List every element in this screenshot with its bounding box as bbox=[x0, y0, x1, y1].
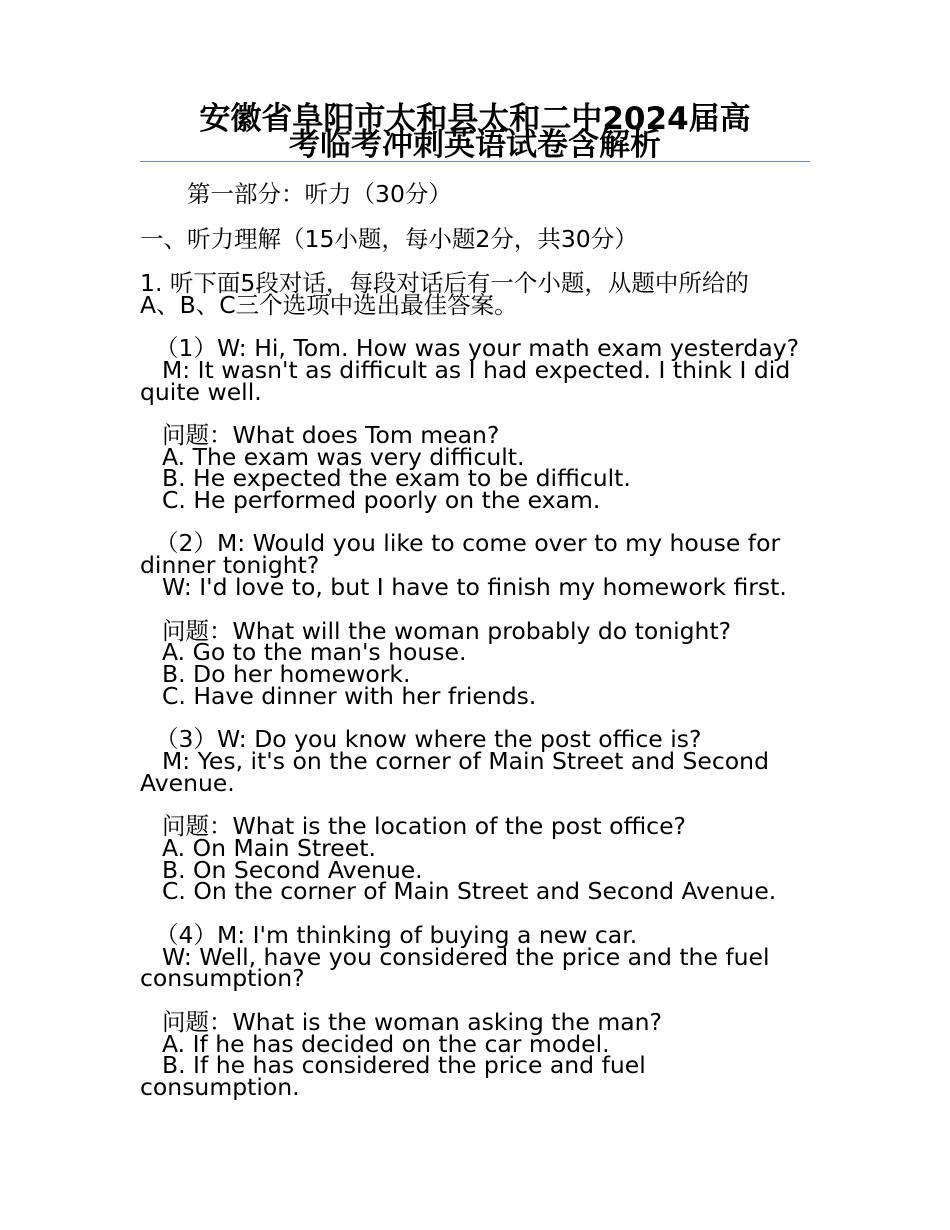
q4-question: 问题：What is the woman asking the man? bbox=[162, 1008, 663, 1036]
q3-option-a: A. On Main Street. bbox=[162, 834, 376, 862]
q2-option-a: A. Go to the man's house. bbox=[162, 638, 467, 666]
q4-option-b-line-1: B. If he has considered the price and fuel bbox=[162, 1051, 646, 1079]
q1-question: 问题：What does Tom mean? bbox=[162, 421, 500, 449]
q3-dialog-line-2: M: Yes, it's on the corner of Main Street and Second bbox=[162, 747, 769, 775]
q2-dialog-line-1: （2）M: Would you like to come over to my house for bbox=[155, 529, 781, 557]
q1-option-c: C. He performed poorly on the exam. bbox=[162, 486, 601, 514]
q1-dialog-line-1: （1）W: Hi, Tom. How was your math exam yesterday? bbox=[155, 334, 800, 362]
title-line-2: 考临考冲刺英语试卷含解析 bbox=[289, 127, 661, 163]
q2-dialog-line-3: W: I'd love to, but I have to finish my homework first. bbox=[162, 573, 787, 601]
part-heading: 第一部分：听力（30分） bbox=[187, 180, 452, 208]
q4-dialog-line-3: consumption? bbox=[140, 964, 305, 992]
instruction-line-2: A、B、C三个选项中选出最佳答案。 bbox=[140, 291, 518, 319]
q4-dialog-line-1: （4）M: I'm thinking of buying a new car. bbox=[155, 921, 638, 949]
section-heading: 一、听力理解（15小题，每小题2分，共30分） bbox=[140, 225, 638, 253]
q1-dialog-line-3: quite well. bbox=[140, 378, 262, 406]
q3-option-b: B. On Second Avenue. bbox=[162, 856, 423, 884]
q3-dialog-line-1: （3）W: Do you know where the post office is? bbox=[155, 725, 702, 753]
q1-option-b: B. He expected the exam to be difficult. bbox=[162, 464, 631, 492]
title-line-1: 安徽省阜阳市太和县太和二中2024届高 bbox=[199, 101, 751, 137]
q3-option-c: C. On the corner of Main Street and Second Avenue. bbox=[162, 877, 777, 905]
q1-option-a: A. The exam was very difficult. bbox=[162, 443, 525, 471]
q2-option-b: B. Do her homework. bbox=[162, 660, 411, 688]
q3-dialog-line-3: Avenue. bbox=[140, 769, 235, 797]
q3-question: 问题：What is the location of the post office? bbox=[162, 812, 687, 840]
q1-dialog-line-2: M: It wasn't as difficult as I had expected. I think I did bbox=[162, 356, 791, 384]
q2-dialog-line-2: dinner tonight? bbox=[140, 551, 320, 579]
q2-question: 问题：What will the woman probably do tonight? bbox=[162, 617, 732, 645]
q4-option-b-line-2: consumption. bbox=[140, 1073, 300, 1101]
instruction-line-1: 1. 听下面5段对话，每段对话后有一个小题，从题中所给的 bbox=[140, 269, 749, 297]
q4-option-a: A. If he has decided on the car model. bbox=[162, 1030, 610, 1058]
q4-dialog-line-2: W: Well, have you considered the price and the fuel bbox=[162, 943, 770, 971]
document-title bbox=[140, 101, 810, 163]
q2-option-c: C. Have dinner with her friends. bbox=[162, 682, 537, 710]
title-underline-divider bbox=[140, 161, 810, 162]
